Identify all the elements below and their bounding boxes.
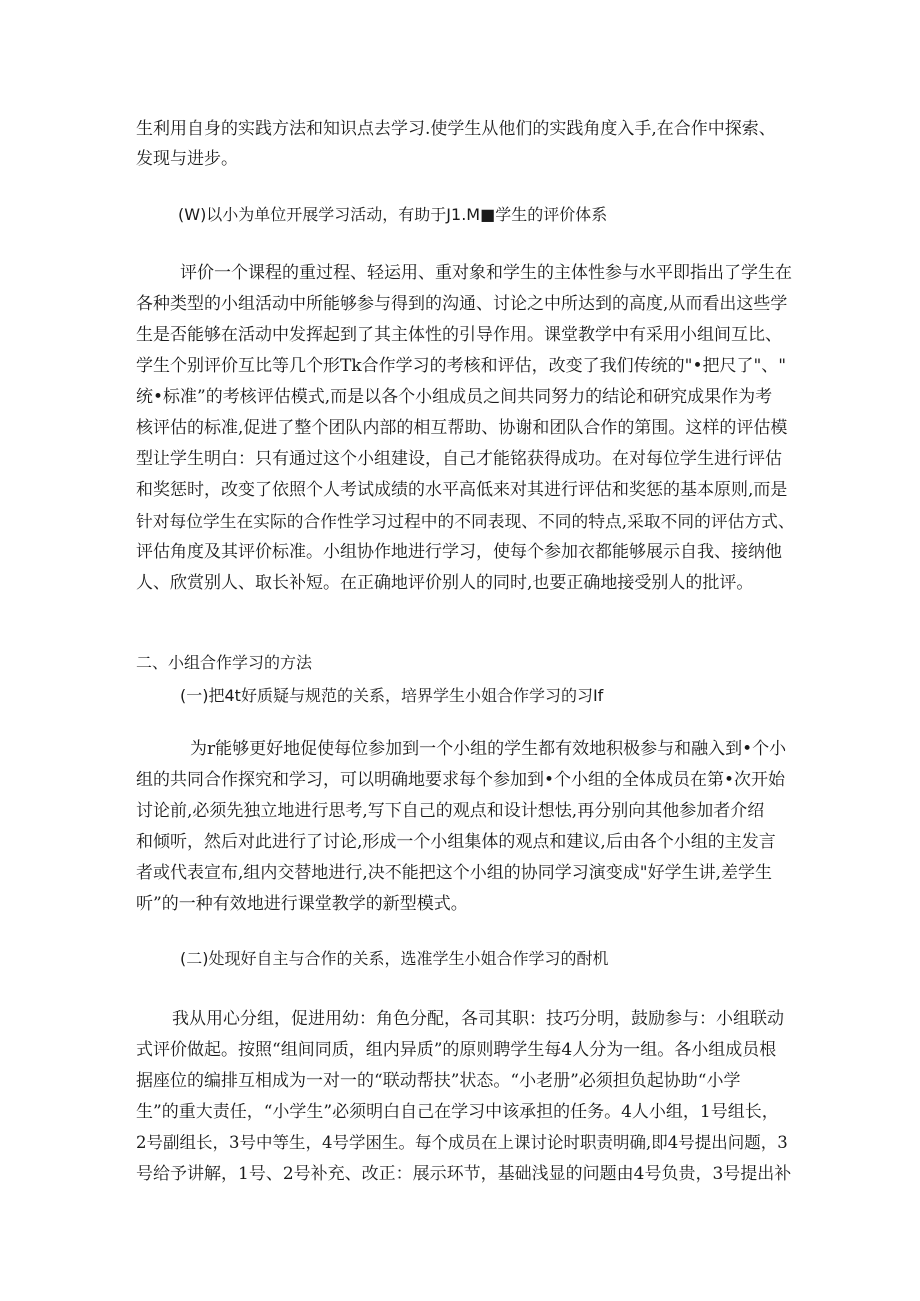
text-line: 评估角度及其评价标准。小组协作地进行学习，使每个参加衣都能够展示自我、接纳他 xyxy=(136,542,782,562)
subsection-heading: (一)把4t好质疑与规范的关系，培界学生小姐合作学习的习If xyxy=(180,686,604,705)
text-line: 2号副组长，3号中等生，4号学困生。每个成员在上课讨论时职责明确,即4号提出问题，3 xyxy=(136,1133,788,1152)
text-line: 听”的一种有效地进行课堂教学的新型模式。 xyxy=(136,894,468,914)
text-line: 式评价做起。按照“组间同质，组内异质”的原则聘学生每4人分为一组。各小组成员根 xyxy=(136,1040,777,1060)
text-line: 生利用自身的实践方法和知识点去学习.使学生从他们的实践角度入手,在合作中探索、 xyxy=(136,119,776,139)
text-line: 我从用心分组，促进用幼：角色分配，各司其职：技巧分明，鼓励参与：小组联动 xyxy=(172,1009,784,1029)
subsection-heading: (二)处现好自主与合作的关系，选准学生小姐合作学习的酎机 xyxy=(180,949,609,968)
section-heading: 二、小组合作学习的方法 xyxy=(136,653,313,672)
text-line: 据座位的编排互相成为一对一的“联动帮扶”状态。“小老册”必须担负起协助“小学 xyxy=(136,1071,741,1091)
text-line: 组的共同合作探究和学习，可以明确地要求每个参加到•个小组的全体成员在第•次开始 xyxy=(136,770,786,790)
section-heading: (W)以小为单位开展学习活动，有助于J1.M■学生的评价体系 xyxy=(178,205,608,224)
text-line: 发现与进步。 xyxy=(136,149,238,169)
text-line: 者或代表宣布,组内交替地进行,决不能把这个小组的协同学习演变成"好学生讲,差学生 xyxy=(136,863,773,883)
text-line: 号给予讲解，1号、2号补充、改正：展示环节，基础浅显的问题由4号负贵，3号提出补 xyxy=(136,1164,792,1184)
text-line: 讨论前,必须先独立地进行思考,写下自己的观点和设计想怯,再分别向其他参加者介绍 xyxy=(136,801,765,821)
text-line: 人、欣赏别人、取长补短。在正确地评价别人的同时,也要正确地接受别人的批评。 xyxy=(136,573,754,593)
text-line: 和倾听，然后对此进行了讨论,形成一个小组集体的观点和建议,后由各个小组的主发言 xyxy=(136,832,776,852)
text-line: 统•标准”的考核评估模式,而是以各个小组成员之间共同努力的结论和研究成果作为考 xyxy=(136,387,773,407)
text-line: 各种类型的小组活动中所能够参与得到的沟通、讨论之中所达到的高度,从而看出这些学 xyxy=(136,294,788,314)
text-line: 评价一个课程的重过程、轻运用、重对象和学生的主体性参与水平即指出了学生在 xyxy=(180,263,792,283)
text-line: 生是否能够在活动中发挥起到了其主体性的引导作用。课堂教学中有采用小组间互比、 xyxy=(136,325,782,345)
text-line: 型让学生明白：只有通过这个小组建设，自己才能铭获得成功。在对每位学生进行评估 xyxy=(136,449,782,469)
text-line: 生”的重大责任，“小学生”必须明白自己在学习中该承担的任务。4人小组，1号组长， xyxy=(136,1102,779,1122)
text-line: 学生个别评价互比等几个形Tk合作学习的考核和评估，改变了我们传统的"•把尺了"、" xyxy=(136,356,787,376)
text-line: 和奖惩时，改变了依照个人考试成绩的水平高低来对其进行评估和奖惩的基本原则,而是 xyxy=(136,480,788,500)
text-line: 核评估的标准,促进了整个团队内部的相互帮助、协谢和团队合作的第围。这样的评估模 xyxy=(136,418,788,438)
text-line: 为r能够更好地促使每位参加到一个小组的学生都有效地积极参与和融入到•个小 xyxy=(190,739,787,759)
text-line: 针对每位学生在实际的合作性学习过程中的不同表现、不同的特点,采取不同的评估方式、 xyxy=(136,511,795,531)
